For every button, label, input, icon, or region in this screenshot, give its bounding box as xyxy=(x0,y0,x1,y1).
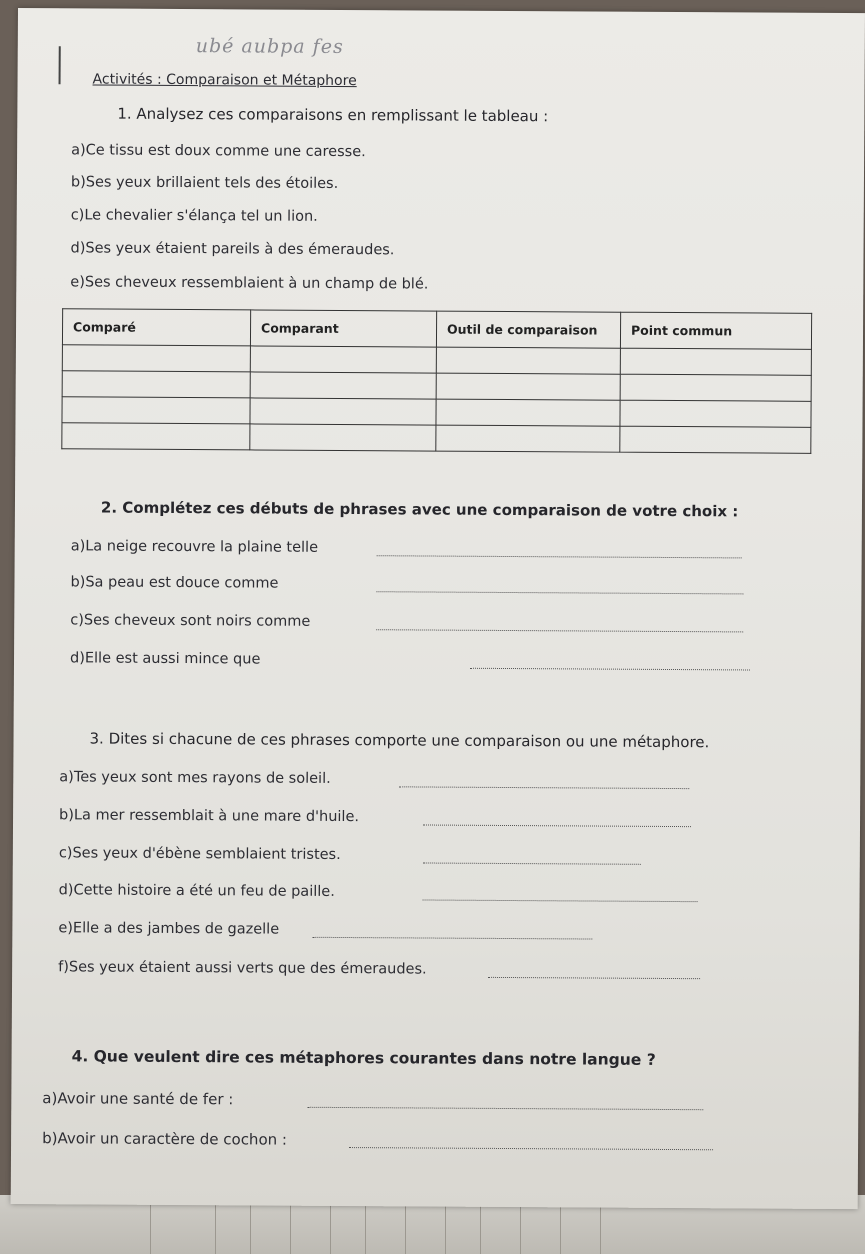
q3-item-c: c)Ses yeux d'ébène semblaient tristes. xyxy=(58,845,341,863)
q2-answer-line-c[interactable] xyxy=(376,629,743,632)
q3-answer-line-e[interactable] xyxy=(312,937,592,940)
handwritten-note: ubé aubpa fes xyxy=(195,35,344,58)
table-cell[interactable] xyxy=(436,347,620,374)
q1-item-b: b)Ses yeux brillaient tels des étoiles. xyxy=(70,174,339,192)
table-header-row xyxy=(62,309,811,350)
q2-heading: 2. Complétez ces débuts de phrases avec une comparaison de votre choix : xyxy=(100,498,739,521)
q2-answer-line-d[interactable] xyxy=(470,668,750,671)
q3-item-f: f)Ses yeux étaient aussi verts que des émeraudes. xyxy=(58,959,427,978)
q2-answer-line-b[interactable] xyxy=(376,591,743,594)
table-row xyxy=(62,423,811,454)
worksheet-paper xyxy=(11,8,865,1209)
table-header-tool: Outil de comparaison xyxy=(436,311,620,348)
q3-answer-line-a[interactable] xyxy=(399,786,689,789)
table-cell[interactable] xyxy=(250,372,436,399)
q2-item-b: b)Sa peau est douce comme xyxy=(70,574,279,592)
q3-answer-line-b[interactable] xyxy=(423,824,691,827)
q3-item-b: b)La mer ressemblait à une mare d'huile. xyxy=(59,807,360,826)
table-cell[interactable] xyxy=(250,398,436,425)
q4-answer-line-a[interactable] xyxy=(307,1107,703,1110)
q2-item-c: c)Ses cheveux sont noirs comme xyxy=(70,612,311,630)
q1-heading: 1. Analysez ces comparaisons en remplissant le tableau : xyxy=(117,104,549,126)
margin-mark xyxy=(59,46,61,84)
q3-heading: 3. Dites si chacune de ces phrases comporte une comparaison ou une métaphore. xyxy=(89,729,710,752)
q3-item-a: a)Tes yeux sont mes rayons de soleil. xyxy=(59,769,331,787)
table-cell[interactable] xyxy=(620,400,811,427)
table-cell[interactable] xyxy=(620,348,811,375)
q2-item-a: a)La neige recouvre la plaine telle xyxy=(70,538,319,556)
q4-answer-line-b[interactable] xyxy=(349,1147,713,1150)
table-cell[interactable] xyxy=(620,426,811,453)
analysis-table xyxy=(61,308,812,454)
q3-answer-line-c[interactable] xyxy=(423,862,641,864)
table-cell[interactable] xyxy=(62,423,250,450)
table-cell[interactable] xyxy=(250,346,436,373)
q1-item-c: c)Le chevalier s'élança tel un lion. xyxy=(70,207,318,225)
q3-answer-line-d[interactable] xyxy=(423,899,698,902)
q3-item-e: e)Elle a des jambes de gazelle xyxy=(58,920,280,938)
table-cell[interactable] xyxy=(436,399,620,426)
q4-item-b: b)Avoir un caractère de cochon : xyxy=(42,1129,288,1149)
table-header-comparant: Comparant xyxy=(250,310,436,347)
q3-answer-line-f[interactable] xyxy=(488,977,700,979)
q2-answer-line-a[interactable] xyxy=(377,555,742,558)
table-cell[interactable] xyxy=(62,397,250,424)
table-cell[interactable] xyxy=(620,374,811,401)
q3-item-d: d)Cette histoire a été un feu de paille. xyxy=(58,882,335,900)
table-cell[interactable] xyxy=(436,373,620,400)
q1-item-d: d)Ses yeux étaient pareils à des émeraudes. xyxy=(70,240,395,259)
worksheet-title: Activités : Comparaison et Métaphore xyxy=(92,71,357,90)
q2-item-d: d)Elle est aussi mince que xyxy=(69,650,261,668)
table-cell[interactable] xyxy=(250,424,436,451)
q4-item-a: a)Avoir une santé de fer : xyxy=(42,1089,234,1109)
q1-item-e: e)Ses cheveux ressemblaient à un champ de blé. xyxy=(70,274,429,293)
table-cell[interactable] xyxy=(62,345,250,372)
table-header-common-point: Point commun xyxy=(620,312,811,349)
table-cell[interactable] xyxy=(62,371,250,398)
table-cell[interactable] xyxy=(436,425,620,452)
table-header-compare: Comparé xyxy=(62,309,250,346)
q4-heading: 4. Que veulent dire ces métaphores courantes dans notre langue ? xyxy=(71,1047,656,1069)
q1-item-a: a)Ce tissu est doux comme une caresse. xyxy=(71,142,366,161)
